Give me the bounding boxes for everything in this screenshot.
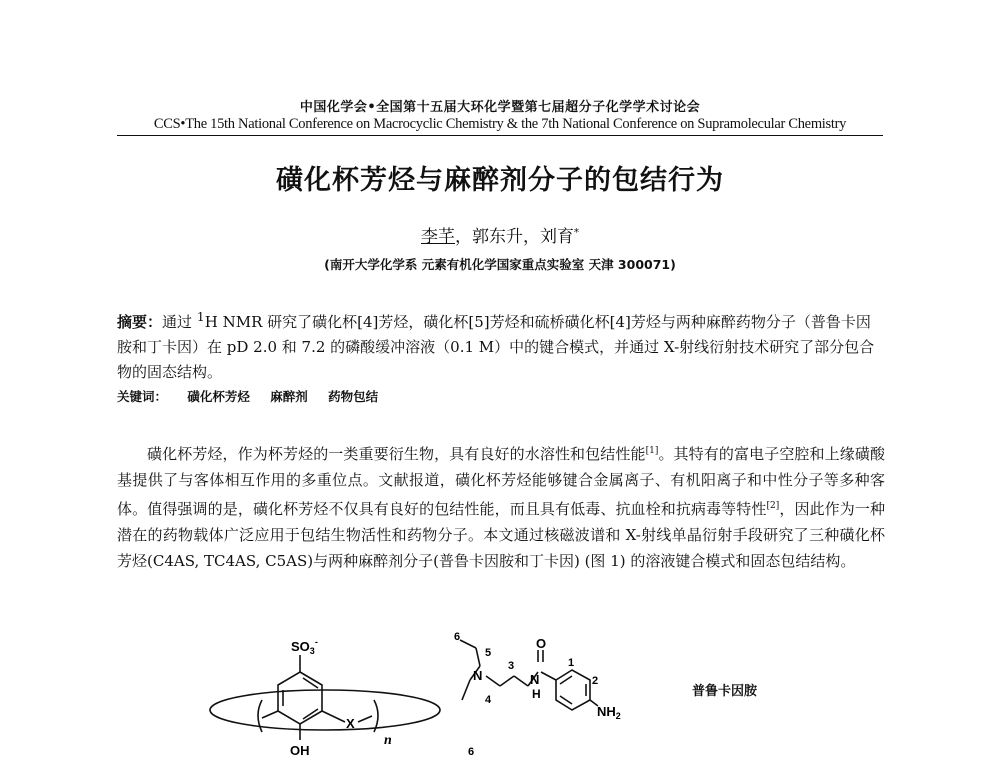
conference-header-en: CCS•The 15th National Conference on Macrocyclic Chemistry & the 7th National Conference on Supramolecular Chemistry	[117, 116, 883, 136]
figure-1-structures	[0, 625, 1000, 760]
abstract	[117, 304, 885, 385]
keywords-label: 关键词：	[117, 389, 168, 404]
paper-title: 磺化杯芳烃与麻醉剂分子的包结行为	[276, 165, 724, 196]
atom-number: 2	[592, 675, 599, 687]
atom-number: 5	[485, 647, 492, 659]
body-paragraph	[117, 438, 885, 574]
other-authors: ，郭东升，刘育	[455, 227, 574, 247]
procainamide-label: 普鲁卡因胺	[692, 684, 758, 699]
atom-number: 1	[568, 657, 575, 669]
abstract-pre: 通过	[162, 313, 197, 331]
abstract-text: H NMR 研究了磺化杯[4]芳烃，磺化杯[5]芳烃和硫桥磺化杯[4]芳烃与两种麻醉药物分子（普鲁卡因胺和丁卡因）在 pD 2.0 和 7.2 的磷酸缓冲溶液（0.1 M）中的键合模式，并通过 X-射线衍射技术研究了部分包合物的固态结构。	[117, 313, 875, 381]
affiliation: (南开大学化学系 元素有机化学国家重点实验室 天津 300071)	[324, 257, 676, 272]
calixarene-ring	[210, 690, 440, 730]
so3-label: $SO_3^-$	[291, 637, 318, 656]
keyword-item: 药物包结	[328, 389, 379, 404]
amine-n-label: N	[473, 668, 483, 683]
n-subscript: n	[384, 733, 392, 748]
corresponding-mark: *	[574, 227, 579, 239]
keyword-item: 麻醉剂	[270, 389, 308, 404]
abstract-label: 摘要：	[117, 313, 163, 331]
authors	[0, 222, 1000, 247]
amide-n-label: N	[530, 672, 540, 687]
atom-number: 6	[468, 746, 475, 758]
amide-h-label: H	[532, 687, 541, 701]
nh2-label: $NH_2$	[597, 704, 621, 721]
calixarene-structure	[210, 655, 440, 740]
conference-header-cn: 中国化学会•全国第十五届大环化学暨第七届超分子化学学术讨论会	[299, 100, 701, 115]
benzene-ring	[278, 672, 322, 724]
x-label: X	[346, 716, 355, 731]
body-sentence-2: 。其特有的富电子空腔和上缘磺酸基提供了与客体相互作用的多重位点。文献报道，磺化杯芳烃能够键合金属离子、有机阳离子和中性分子等多种客体。值得强调的是，磺化杯芳烃不仅具有良好的包结性能，而且具有低毒、抗血栓和抗病毒等特性	[117, 445, 885, 518]
first-author: 李芊	[421, 227, 455, 247]
oh-label: OH	[290, 743, 310, 758]
atom-number: 4	[485, 694, 492, 706]
citation-1[interactable]: [1]	[645, 446, 659, 456]
atom-number: 3	[508, 660, 515, 672]
keywords	[117, 387, 885, 405]
keyword-item: 磺化杯芳烃	[187, 389, 250, 404]
abstract-sup: 1	[196, 309, 205, 324]
body-sentence-3: ，因此作为一种潜在的药物载体广泛应用于包结生物活性和药物分子。本文通过核磁波谱和 X-射线单晶衍射手段研究了三种磺化杯芳烃(C4AS, TC4AS, C5AS)与两种麻醉剂分子(普鲁卡因胺和丁卡因) (图 1) 的溶液键合模式和固态包结结构。	[117, 500, 885, 570]
carbonyl-o-label: O	[536, 636, 547, 651]
atom-number: 6	[454, 631, 461, 643]
body-sentence-1: 磺化杯芳烃，作为杯芳烃的一类重要衍生物，具有良好的水溶性和包结性能	[147, 445, 646, 463]
citation-2[interactable]: [2]	[766, 501, 780, 511]
